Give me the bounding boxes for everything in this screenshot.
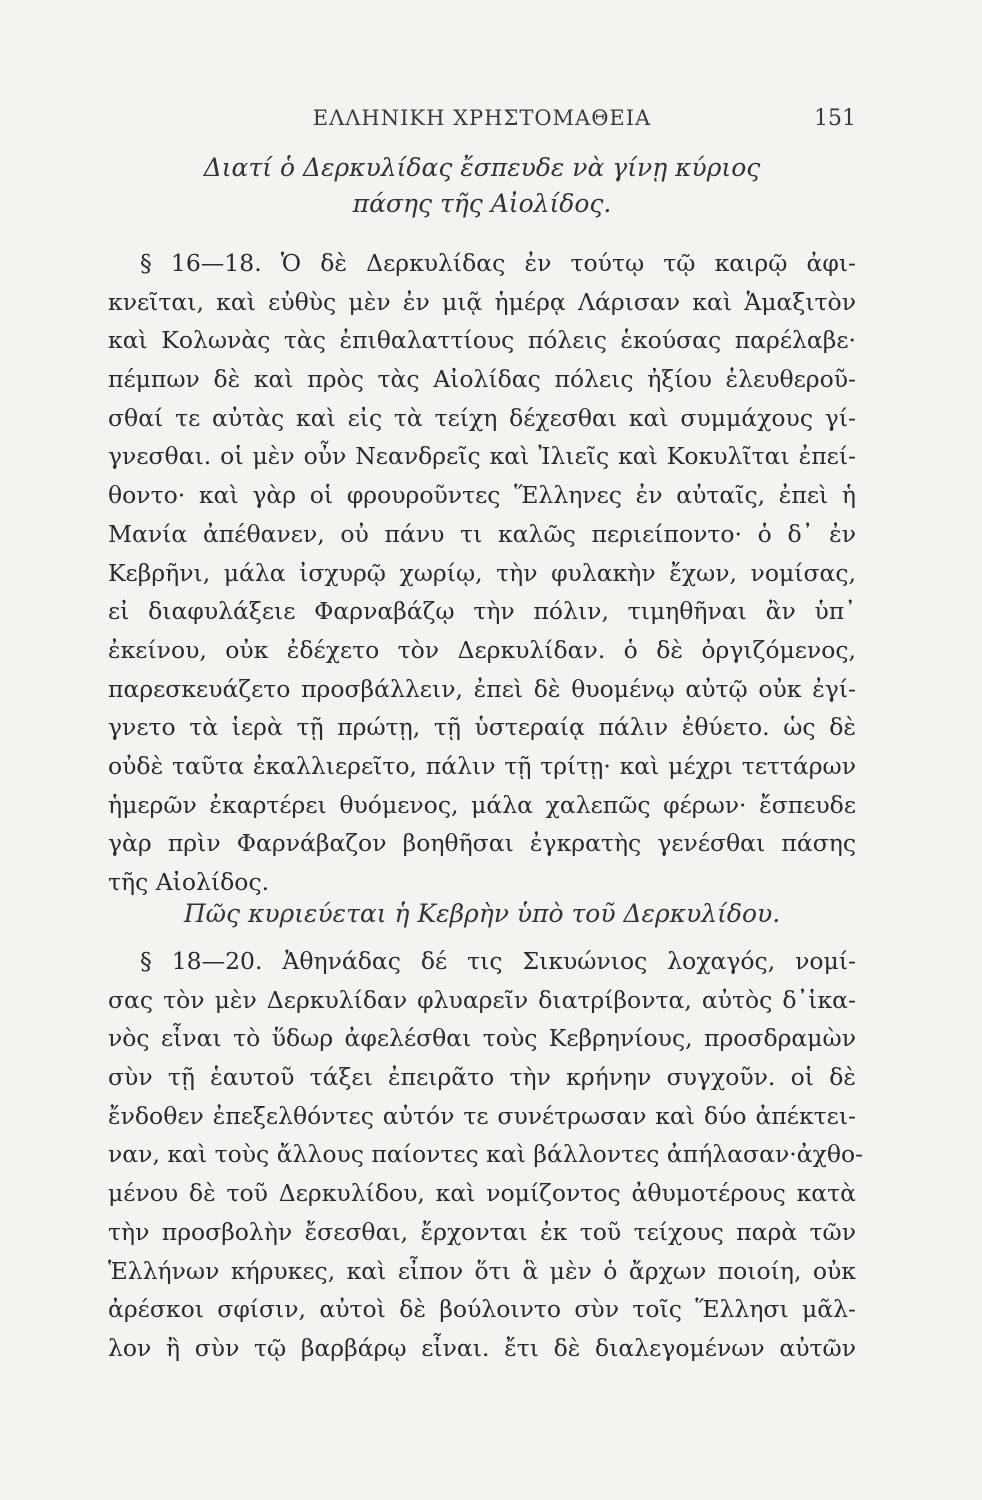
- text-line: μένου δὲ τοῦ Δερκυλίδου, καὶ νομίζοντος ἀθυμοτέρους κατὰ: [108, 1179, 856, 1208]
- heading-line: πάσης τῆς Αἰολίδος.: [352, 189, 612, 218]
- heading-line: Διατί ὁ Δερκυλίδας ἔσπευδε νὰ γίνῃ κύριος: [203, 153, 761, 182]
- text-line: γὰρ πρὶν Φαρνάβαζον βοηθῆσαι ἐγκρατὴς γενέσθαι πάσης: [108, 829, 856, 858]
- section-2-heading: [108, 896, 856, 932]
- text-line: ἡμερῶν ἐκαρτέρει θυόμενος, μάλα χαλεπῶς φέρων· ἔσπευδε: [108, 790, 856, 819]
- text-line: γνετο τὰ ἱερὰ τῇ πρώτῃ, τῇ ὑστεραίᾳ πάλιν ἐθύετο. ὡς δὲ: [108, 713, 856, 742]
- running-header: [108, 106, 856, 136]
- text-line: οὐδὲ ταῦτα ἐκαλλιερεῖτο, πάλιν τῇ τρίτῃ· καὶ μέχρι τεττάρων: [108, 751, 856, 780]
- text-line: τὴν προσβολὴν ἔσεσθαι, ἔρχονται ἐκ τοῦ τείχους παρὰ τῶν: [108, 1217, 856, 1246]
- text-line: ναν, καὶ τοὺς ἄλλους παίοντες καὶ βάλλοντες ἀπήλασαν·ἀχθο-: [108, 1140, 864, 1169]
- section-1-heading: [108, 150, 856, 222]
- text-line: ἐκείνου, οὐκ ἐδέχετο τὸν Δερκυλίδαν. ὁ δὲ ὀργιζόμενος,: [108, 635, 856, 664]
- text-line: παρεσκευάζετο προσβάλλειν, ἐπεὶ δὲ θυομένῳ αὐτῷ οὐκ ἐγί-: [108, 674, 856, 703]
- text-line: σας τὸν μὲν Δερκυλίδαν φλυαρεῖν διατρίβοντα, αὐτὸς δ᾽ἱκα-: [108, 985, 856, 1014]
- text-line: λον ἢ σὺν τῷ βαρβάρῳ εἶναι. ἔτι δὲ διαλεγομένων αὐτῶν: [108, 1333, 856, 1362]
- heading-line: Πῶς κυριεύεται ἡ Κεβρὴν ὑπὸ τοῦ Δερκυλίδου.: [183, 899, 781, 928]
- text-line: ἀρέσκοι σφίσιν, αὐτοὶ δὲ βούλοιντο σὺν τοῖς Ἕλλησι μᾶλ-: [108, 1295, 856, 1324]
- text-line: § 18—20. Ἀθηνάδας δέ τις Σικυώνιος λοχαγός, νομί-: [140, 947, 856, 975]
- text-line: νὸς εἶναι τὸ ὕδωρ ἀφελέσθαι τοὺς Κεβρηνίους, προσδραμὼν: [108, 1024, 856, 1053]
- section-1-body: [108, 244, 856, 902]
- text-line: τῆς Αἰολίδος.: [108, 868, 270, 896]
- text-line: κνεῖται, καὶ εὐθὺς μὲν ἐν μιᾷ ἡμέρᾳ Λάρισαν καὶ Ἁμαξιτὸν: [108, 287, 856, 316]
- text-line: σθαί τε αὐτὰς καὶ εἰς τὰ τείχη δέχεσθαι καὶ συμμάχους γί-: [108, 403, 856, 432]
- text-line: Μανία ἀπέθανεν, οὐ πάνυ τι καλῶς περιείποντο· ὁ δ᾽ ἐν: [108, 519, 856, 548]
- text-line: θοντο· καὶ γὰρ οἱ φρουροῦντες Ἕλληνες ἐν αὐταῖς, ἐπεὶ ἡ: [108, 481, 856, 510]
- page-number: 151: [814, 106, 856, 131]
- text-line: Ἑλλήνων κήρυκες, καὶ εἶπον ὅτι ἃ μὲν ὁ ἄρχων ποιοίη, οὐκ: [108, 1256, 856, 1285]
- text-line: Κεβρῆνι, μάλα ἰσχυρῷ χωρίῳ, τὴν φυλακὴν ἔχων, νομίσας,: [108, 558, 856, 587]
- text-line: καὶ Κολωνὰς τὰς ἐπιθαλαττίους πόλεις ἑκούσας παρέλαβε·: [108, 326, 856, 355]
- text-line: εἰ διαφυλάξειε Φαρναβάζῳ τὴν πόλιν, τιμηθῆναι ἂν ὑπ᾽: [108, 597, 856, 626]
- text-line: σὺν τῇ ἑαυτοῦ τάξει ἐπειρᾶτο τὴν κρήνην συγχοῦν. οἱ δὲ: [108, 1063, 856, 1092]
- text-line: πέμπων δὲ καὶ πρὸς τὰς Αἰολίδας πόλεις ἠξίου ἐλευθεροῦ-: [108, 365, 856, 394]
- text-line: γνεσθαι. οἱ μὲν οὖν Νεανδρεῖς καὶ Ἰλιεῖς καὶ Κοκυλῖται ἐπεί-: [108, 442, 856, 471]
- text-line: § 16—18. Ὁ δὲ Δερκυλίδας ἐν τούτῳ τῷ καιρῷ ἀφι-: [140, 249, 856, 277]
- text-line: ἔνδοθεν ἐπεξελθόντες αὐτόν τε συνέτρωσαν καὶ δύο ἀπέκτει-: [108, 1101, 856, 1130]
- section-2-body: [108, 942, 864, 1368]
- running-title: ΕΛΛΗΝΙΚΗ ΧΡΗΣΤΟΜΑΘΕΙΑ: [312, 106, 652, 130]
